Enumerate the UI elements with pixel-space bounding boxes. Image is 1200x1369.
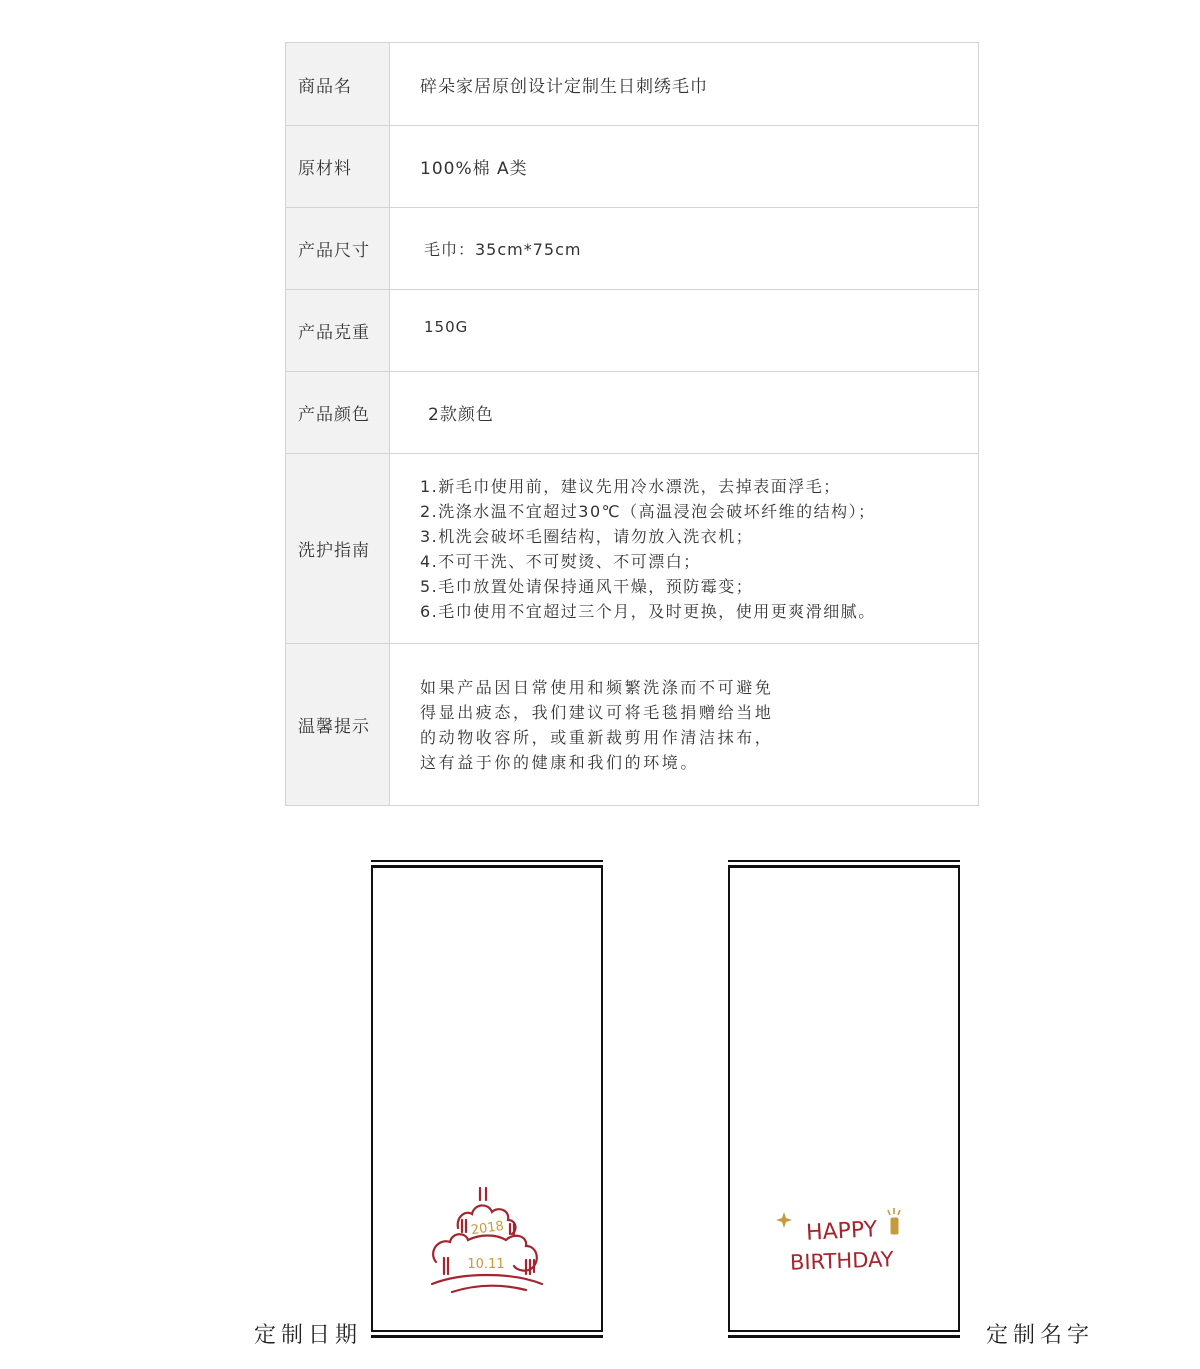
spec-label: 原材料: [286, 126, 390, 207]
spec-row-weight: [286, 289, 978, 371]
spec-row-material: [286, 125, 978, 207]
towel-bottom-band: [728, 1330, 960, 1338]
spec-value: 碎朵家居原创设计定制生日刺绣毛巾: [420, 76, 708, 97]
spec-value-list: [390, 454, 978, 643]
tip-line: 如果产品因日常使用和频繁洗涤而不可避免: [420, 677, 774, 697]
tip-line: 这有益于你的健康和我们的环境。: [420, 752, 700, 772]
happy-birthday-embroidery: [774, 1200, 914, 1290]
caption-custom-date: 定制日期: [254, 1323, 363, 1348]
spec-row-tips: [286, 643, 978, 805]
cake-embroidery-icon: [422, 1180, 552, 1310]
spec-value: 100%棉 A类: [420, 159, 528, 179]
care-line: 5.毛巾放置处请保持通风干燥，预防霉变；: [420, 576, 754, 596]
spec-row-size: [286, 207, 978, 289]
spec-value-list: [390, 644, 978, 805]
towel-top-band: [728, 860, 960, 868]
sparkle-icon: [776, 1212, 792, 1228]
spec-value: 150G: [424, 317, 469, 336]
care-line: 3.机洗会破坏毛圈结构，请勿放入洗衣机；: [420, 526, 754, 546]
spec-label: 产品克重: [286, 290, 390, 371]
spec-value: 2款颜色: [428, 405, 494, 425]
spec-table: [285, 42, 979, 806]
care-line: 1.新毛巾使用前，建议先用冷水漂洗，去掉表面浮毛；: [420, 476, 841, 496]
spec-label: 洗护指南: [286, 454, 390, 643]
tip-line: 的动物收容所，或重新裁剪用作清洁抹布，: [420, 727, 774, 747]
towel-custom-name: [728, 860, 960, 1338]
care-line: 2.洗涤水温不宜超过30℃（高温浸泡会破坏纤维的结构）；: [420, 501, 876, 521]
happy-text: HAPPY: [805, 1217, 878, 1246]
spec-value: 毛巾：35cm*75cm: [424, 240, 582, 259]
tip-line: 得显出疲态，我们建议可将毛毯捐赠给当地: [420, 702, 774, 722]
towel-custom-date: [371, 860, 603, 1338]
care-line: 4.不可干洗、不可熨烫、不可漂白；: [420, 551, 701, 571]
spec-label: 温馨提示: [286, 644, 390, 805]
spec-label: 产品尺寸: [286, 208, 390, 289]
spec-row-color: [286, 371, 978, 453]
cake-date-label: 10.11: [467, 1257, 505, 1272]
towel-top-band: [371, 860, 603, 868]
spec-row-product-name: [286, 43, 978, 125]
bottle-icon: [888, 1208, 900, 1234]
cake-year-label: 2018: [470, 1218, 505, 1239]
towel-bottom-band: [371, 1330, 603, 1338]
birthday-text: BIRTHDAY: [789, 1247, 894, 1275]
caption-custom-name: 定制名字: [986, 1323, 1095, 1348]
spec-row-care-guide: [286, 453, 978, 643]
spec-label: 产品颜色: [286, 372, 390, 453]
spec-label: 商品名: [286, 43, 390, 125]
care-line: 6.毛巾使用不宜超过三个月，及时更换，使用更爽滑细腻。: [420, 601, 876, 621]
